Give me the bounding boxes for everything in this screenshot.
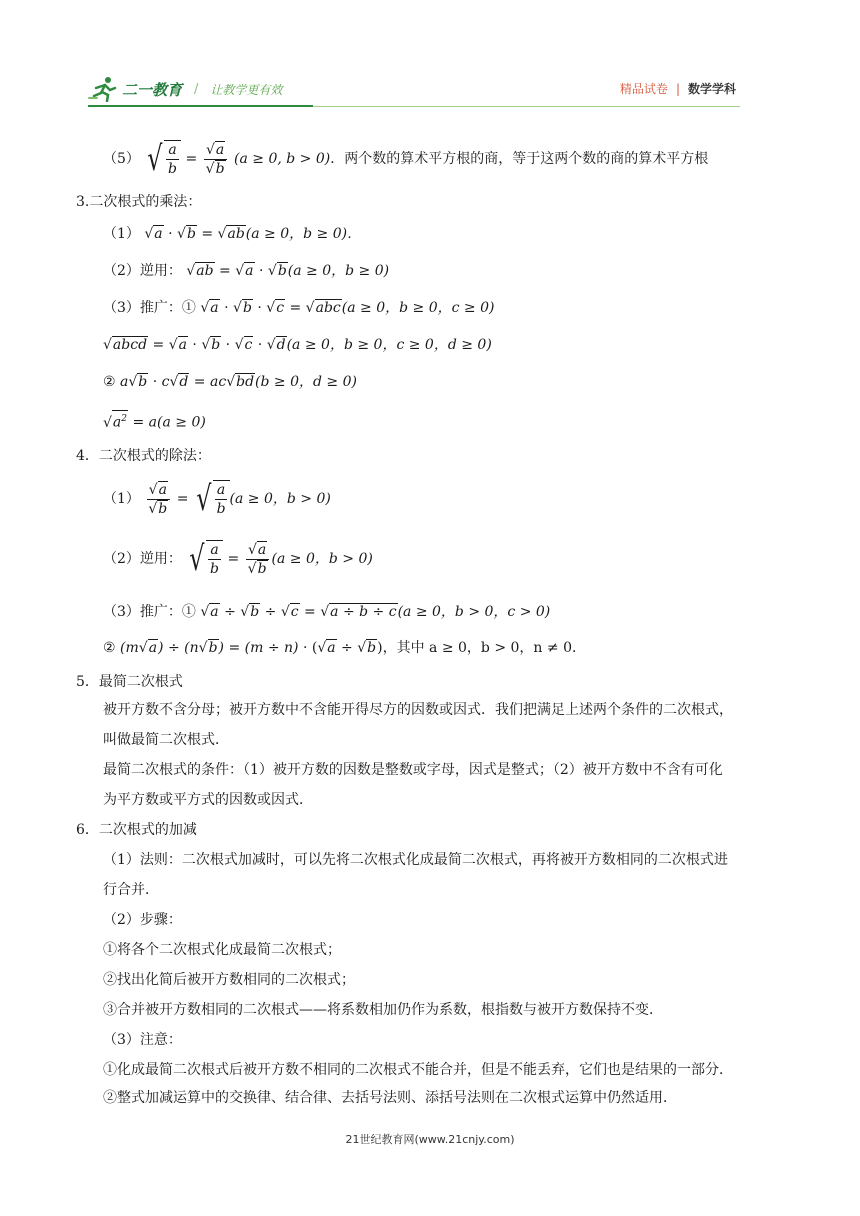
condition: (a ≥ 0，b ≥ 0)．: [245, 226, 362, 242]
formula-3-4: √abcd = √a · √b · √c · √d(a ≥ 0，b ≥ 0，c ≥ 0，d ≥ 0): [103, 337, 492, 353]
condition: (a ≥ 0，b ≥ 0): [287, 263, 390, 279]
condition: (b ≥ 0，d ≥ 0): [255, 374, 357, 390]
section-5-para-1a: 被开方数不含分母；被开方数中不含能开得尽方的因数或因式．我们把满足上述两个条件的二次根式，: [103, 702, 733, 718]
condition: (a ≥ 0，b > 0，c > 0): [397, 604, 551, 620]
condition: (a ≥ 0): [157, 414, 206, 431]
condition: (a ≥ 0，b > 0): [229, 491, 331, 507]
section-6-step-2: ②找出化简后被开方数相同的二次根式；: [103, 972, 355, 988]
formula-3-3: （3）推广：① √a · √b · √c = √abc(a ≥ 0，b ≥ 0，c ≥ 0): [103, 300, 495, 316]
header-right: [620, 80, 736, 97]
formula-3-2: （2）逆用： √ab = √a · √b(a ≥ 0，b ≥ 0): [103, 263, 390, 279]
fraction: $\frac{√a}{√b}$: [146, 481, 170, 518]
condition: ，其中 a ≥ 0，b > 0，n ≠ 0．: [382, 640, 586, 656]
item-label: （2）逆用：: [103, 263, 182, 279]
fraction: $\frac{√a}{√b}$: [204, 141, 228, 178]
brand-name: 二一教育: [122, 80, 183, 99]
header-divider-accent: [88, 105, 313, 107]
section-5-para-1b: 叫做最简二次根式．: [103, 732, 229, 748]
brand-slash: /: [194, 81, 199, 97]
section-6-step-3: ③合并被开方数相同的二次根式——将系数相加仍作为系数，根指数与被开方数保持不变．: [103, 1002, 663, 1018]
item-label: （1）: [103, 226, 140, 242]
fraction: $\frac{√a}{√b}$: [246, 541, 270, 578]
page-footer: 21世纪教育网(www.21cnjy.com): [345, 1133, 515, 1146]
item-label: ②: [103, 374, 116, 390]
section-5-title: 5．最简二次根式: [76, 674, 183, 690]
sqrt-fraction: √ $\frac{a}{b}$: [193, 480, 230, 518]
item-label: （5）: [103, 151, 140, 167]
condition: (a ≥ 0，b ≥ 0，c ≥ 0，d ≥ 0): [286, 337, 492, 353]
sqrt-fraction: √ $\frac{a}{b}$: [186, 540, 223, 578]
item-label: （2）逆用：: [103, 551, 182, 567]
subject-label: 数学学科: [687, 82, 736, 96]
condition: (a ≥ 0，b ≥ 0，c ≥ 0): [341, 300, 495, 316]
statement: ．两个数的算术平方根的商，等于这两个数的商的算术平方根: [330, 151, 709, 167]
item-label: （3）推广：①: [103, 300, 196, 316]
formula-4-1: （1） $\frac{√a}{√b}$ = √ $\frac{a}{b}$ (a ≥ 0，b > 0): [103, 479, 331, 519]
logo: [88, 76, 282, 102]
brand-slogan: 让教学更有效: [210, 82, 283, 97]
condition: (a ≥ 0，b > 0): [271, 551, 373, 567]
section-6-notes-title: （3）注意：: [103, 1032, 182, 1048]
formula-4-4: ② (m√a) ÷ (n√b) = (m ÷ n) · (√a ÷ √b)，其中 a ≥ 0，b > 0，n ≠ 0．: [103, 640, 586, 656]
formula-line-5: （5） √ $\frac{a}{b}$ = $\frac{√a}{√b}$ (a ≥ 0, b > 0)．两个数的算术平方根的商，等于这两个数的商的算术平方根: [103, 139, 709, 179]
item-label: ②: [103, 640, 116, 656]
section-4-title: 4．二次根式的除法：: [76, 448, 211, 464]
sqrt-fraction: √ $\frac{a}{b}$: [144, 140, 181, 178]
section-6-rule-a: （1）法则：二次根式加减时，可以先将二次根式化成最简二次根式，再将被开方数相同的二次根式进: [103, 852, 728, 868]
formula-3-1: （1） √a · √b = √ab(a ≥ 0，b ≥ 0)．: [103, 226, 362, 242]
header-separator: |: [675, 81, 680, 96]
quality-badge: 精品试卷: [619, 82, 668, 96]
section-6-steps-title: （2）步骤：: [103, 912, 182, 928]
page-header: [0, 0, 860, 115]
formula-3-5: ② a√b · c√d = ac√bd(b ≥ 0，d ≥ 0): [103, 374, 357, 390]
section-5-para-2a: 最简二次根式的条件：（1）被开方数的因数是整数或字母，因式是整式；（2）被开方数中不含有可化: [103, 762, 723, 778]
item-label: （3）推广：①: [103, 604, 196, 620]
section-6-step-1: ①将各个二次根式化成最简二次根式；: [103, 942, 341, 958]
section-5-para-2b: 为平方数或平方式的因数或因式．: [103, 792, 313, 808]
condition: (a ≥ 0, b > 0): [234, 151, 331, 167]
section-6-rule-b: 行合并．: [103, 882, 159, 898]
section-3-title: 3.二次根式的乘法：: [76, 194, 202, 210]
section-6-note-2: ②整式加减运算中的交换律、结合律、去括号法则、添括号法则在二次根式运算中仍然适用．: [103, 1090, 677, 1106]
formula-3-6: $√a^2 = a(a \ge 0)$: [103, 410, 206, 433]
formula-4-3: （3）推广：① √a ÷ √b ÷ √c = √a ÷ b ÷ c(a ≥ 0，b > 0，c > 0): [103, 604, 551, 620]
item-label: （1）: [103, 491, 140, 507]
runner-logo-icon: [88, 76, 118, 102]
section-6-note-1: ①化成最简二次根式后被开方数不相同的二次根式不能合并，但是不能丢弃，它们也是结果的一部分．: [103, 1062, 733, 1078]
section-6-title: 6．二次根式的加减: [76, 822, 197, 838]
formula-4-2: （2）逆用： √ $\frac{a}{b}$ = $\frac{√a}{√b}$ (a ≥ 0，b > 0): [103, 539, 373, 579]
